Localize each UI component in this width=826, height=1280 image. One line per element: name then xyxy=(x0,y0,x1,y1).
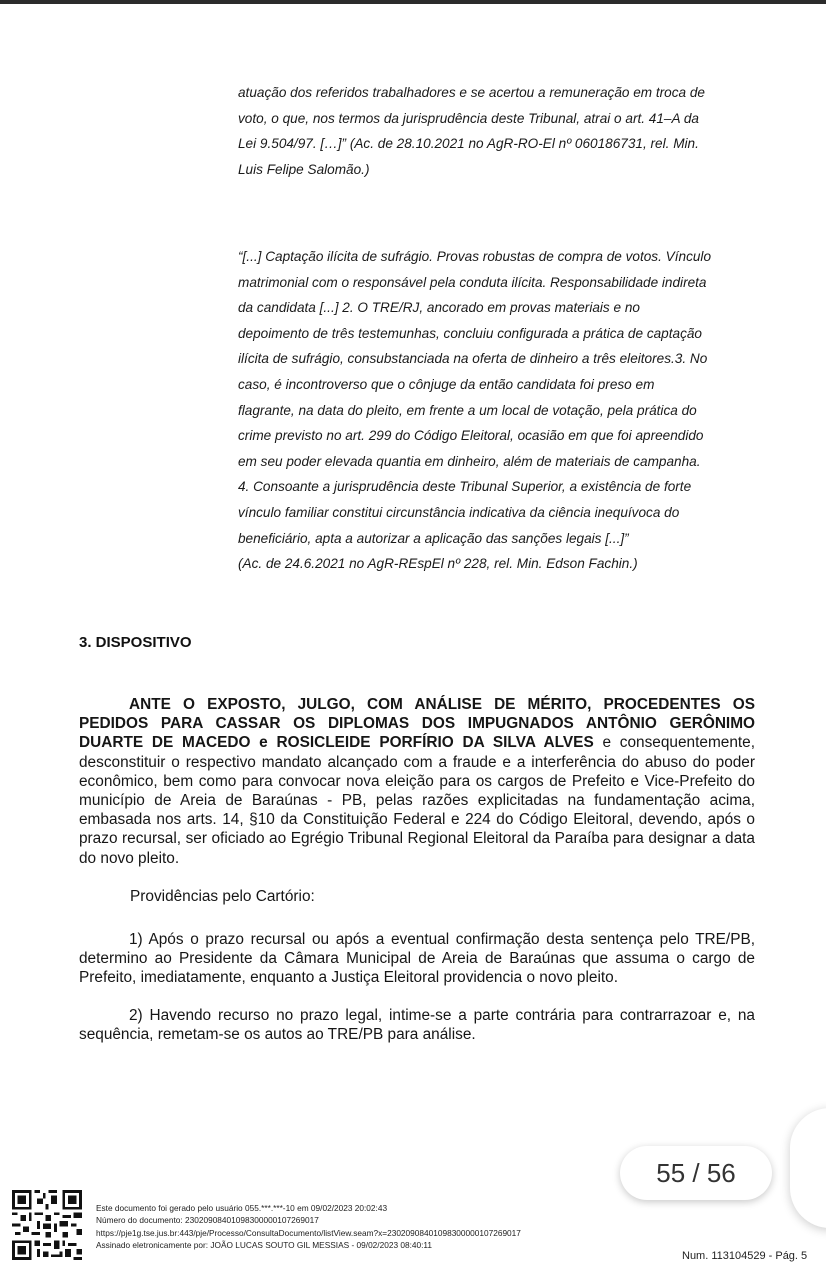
dispositivo-paragraph xyxy=(79,695,755,868)
qr-code-icon xyxy=(12,1190,82,1260)
footer-page-number: Num. 113104529 - Pág. 5 xyxy=(682,1250,808,1262)
quote-line: em seu poder elevada quantia em dinheiro, além de materiais de campanha. xyxy=(238,453,701,469)
quote-line: flagrante, na data do pleito, em frente a um local de votação, pela prática do xyxy=(238,402,697,418)
quote-line: matrimonial com o responsável pela conduta ilícita. Responsabilidade indireta xyxy=(238,274,707,290)
providencia-item-1: 1) Após o prazo recursal ou após a eventual confirmação desta sentença pelo TRE/PB, determino ao Presidente da Câmara Municipal de Areia de Baraúnas que assuma o cargo de Prefeito, imediatamente, enquanto a Justiça Eleitoral providencia o novo pleito. xyxy=(79,931,755,987)
footer-document-number: Número do documento: 23020908401098300000107269017 xyxy=(96,1215,319,1226)
citation-quote-1 xyxy=(238,80,754,182)
quote-line: 4. Consoante a jurisprudência deste Tribunal Superior, a existência de forte xyxy=(238,479,692,495)
quote-line: (Ac. de 24.6.2021 no AgR-REspEl nº 228, rel. Min. Edson Fachin.) xyxy=(238,556,638,572)
citation-quote-2 xyxy=(238,244,754,577)
providencia-item-2: 2) Havendo recurso no prazo legal, intime-se a parte contrária para contrarrazoar e, na sequência, remetam-se os autos ao TRE/PB para análise. xyxy=(79,1007,755,1044)
providencias-label: Providências pelo Cartório: xyxy=(130,888,315,905)
dispositivo-bold-text: ANTE O EXPOSTO, JULGO, COM ANÁLISE DE MÉRITO, PROCEDENTES OS PEDIDOS PARA CASSAR OS DIPLOMAS DOS IMPUGNADOS ANTÔNIO GERÔNIMO DUARTE DE MACEDO e ROSICLEIDE PORFÍRIO DA SILVA ALVES xyxy=(79,696,755,752)
top-bar xyxy=(0,0,826,4)
footer-url: https://pje1g.tse.jus.br:443/pje/Processo/ConsultaDocumento/listView.seam?x=23020908401098300000107269017 xyxy=(96,1227,521,1238)
quote-line: ilícita de sufrágio, consubstanciada na oferta de dinheiro a três eleitores.3. No xyxy=(238,351,708,367)
quote-line: vínculo familiar constitui circunstância indicativa da ciência inequívoca do xyxy=(238,504,680,520)
footer-generated-by: Este documento foi gerado pelo usuário 055.***.***-10 em 09/02/2023 20:02:43 xyxy=(96,1203,388,1213)
side-floating-button[interactable] xyxy=(790,1108,826,1228)
quote-line: voto, o que, nos termos da jurisprudência deste Tribunal, atrai o art. 41–A da xyxy=(238,110,699,126)
quote-line: caso, é incontroverso que o cônjuge da então candidata foi preso em xyxy=(238,376,655,392)
footer-signed-by: Assinado eletronicamente por: JOÃO LUCAS SOUTO GIL MESSIAS - 09/02/2023 08:40:11 xyxy=(96,1240,433,1251)
dispositivo-rest-text: e consequentemente, desconstituir o respectivo mandato alcançado com a fraude e a interferência do abuso do poder econômico, bem como para convocar nova eleição para os cargos de Prefeito e Vice-Prefeito do município de Areia de Baraúnas - PB, pelas razões explicitadas na fundamentação acima, embasada nos arts. 14, §10 da Constituição Federal e 224 do Código Eleitoral, devendo, após o prazo recursal, ser oficiado ao Egrégio Tribunal Regional Eleitoral da Paraíba para designar a data do novo pleito. xyxy=(79,734,755,867)
quote-line: atuação dos referidos trabalhadores e se acertou a remuneração em troca de xyxy=(238,85,705,100)
quote-line: depoimento de três testemunhas, concluiu configurada a prática de captação xyxy=(238,325,702,341)
page-indicator[interactable] xyxy=(620,1146,772,1200)
quote-line: crime previsto no art. 299 do Código Eleitoral, ocasião em que foi apreendido xyxy=(238,428,704,444)
quote-line: “[...] Captação ilícita de sufrágio. Provas robustas de compra de votos. Vínculo xyxy=(238,249,712,264)
section-heading: 3. DISPOSITIVO xyxy=(79,634,192,651)
quote-line: da candidata [...] 2. O TRE/RJ, ancorado em provas materiais e no xyxy=(238,300,640,316)
quote-line: beneficiário, apta a autorizar a aplicação das sanções legais [...]” xyxy=(238,530,629,546)
quote-line: Luis Felipe Salomão.) xyxy=(238,161,370,177)
document-footer xyxy=(96,1202,636,1252)
page-indicator-text: 55 / 56 xyxy=(656,1157,736,1188)
quote-line: Lei 9.504/97. […]” (Ac. de 28.10.2021 no AgR-RO-El nº 060186731, rel. Min. xyxy=(238,136,699,152)
